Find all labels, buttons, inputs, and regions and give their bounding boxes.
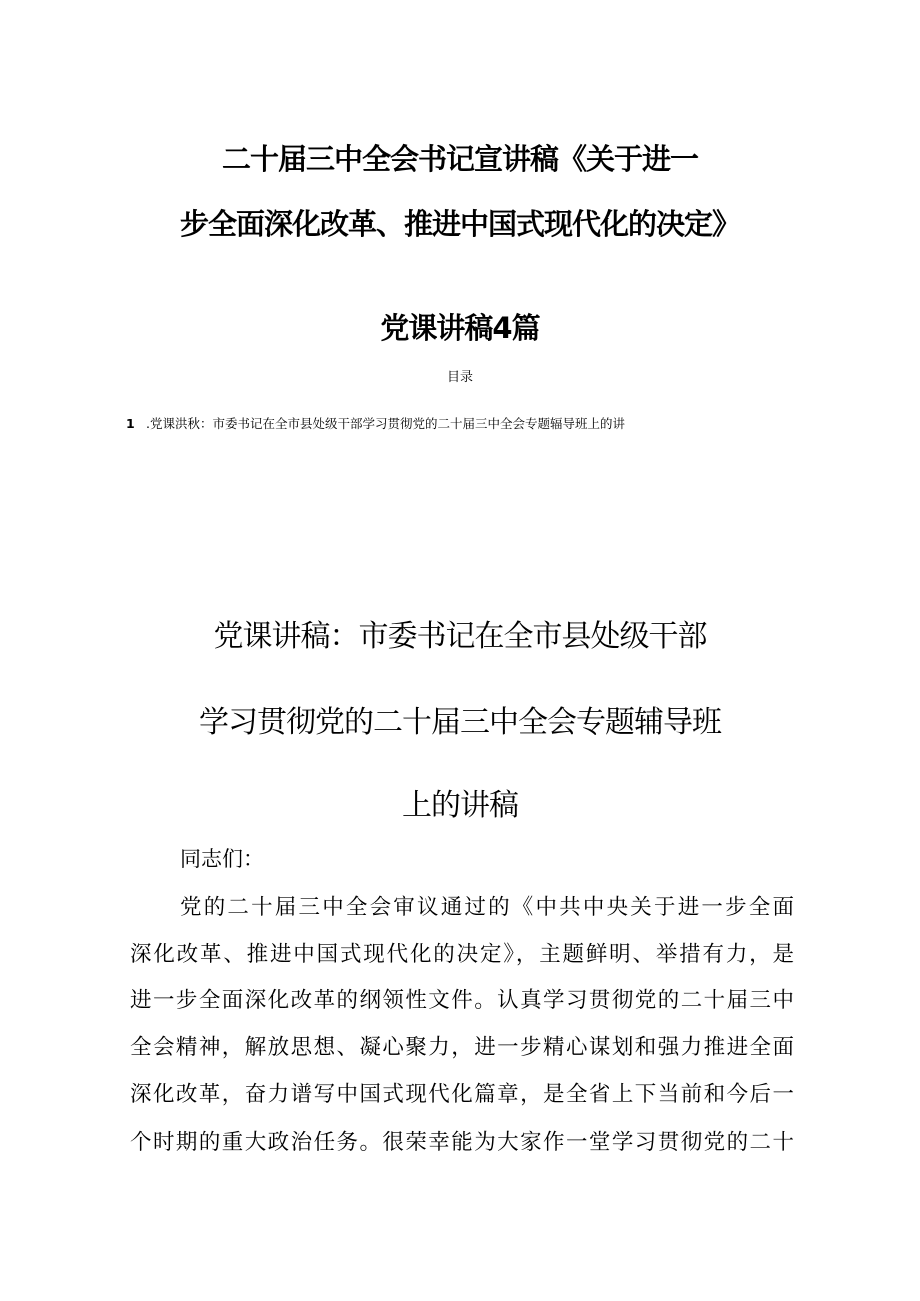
toc-heading: 目录 xyxy=(446,370,473,385)
paragraph-line: 进一步全面深化改革的纲领性文件。认真学习贯彻党的二十届三中 xyxy=(130,988,794,1013)
section-title-line-1: 党课讲稿：市委书记在全市县处级干部 xyxy=(213,619,707,654)
section-title-line-3: 上的讲稿 xyxy=(402,788,518,823)
paragraph-line: 深化改革，奋力谱写中国式现代化篇章，是全省上下当前和今后一 xyxy=(130,1082,794,1107)
paragraph-line: 深化改革、推进中国式现代化的决定》，主题鲜明、举措有力，是 xyxy=(130,942,794,967)
toc-entry-number: 1 xyxy=(126,416,135,431)
paragraph-line: 个时期的重大政治任务。很荣幸能为大家作一堂学习贯彻党的二十 xyxy=(130,1130,794,1155)
paragraph-line: 全会精神，解放思想、凝心聚力，进一步精心谋划和强力推进全面 xyxy=(130,1035,794,1060)
salutation: 同志们： xyxy=(180,847,264,871)
document-title-line-2: 步全面深化改革、推进中国式现代化的决定》 xyxy=(179,207,740,241)
toc-entry-text: .党课洪秋：市委书记在全市县处级干部学习贯彻党的二十届三中全会专题辐导班上的讲 xyxy=(146,416,625,431)
toc-entry[interactable] xyxy=(126,414,625,434)
document-title-line-3: 党课讲稿4篇 xyxy=(380,311,540,345)
section-title-line-2: 学习贯彻党的二十届三中全会专题辅导班 xyxy=(199,705,721,740)
document-title-line-1: 二十届三中全会书记宣讲稿《关于进一 xyxy=(221,142,698,176)
paragraph-line: 党的二十届三中全会审议通过的《中共中央关于进一步全面 xyxy=(180,895,794,920)
